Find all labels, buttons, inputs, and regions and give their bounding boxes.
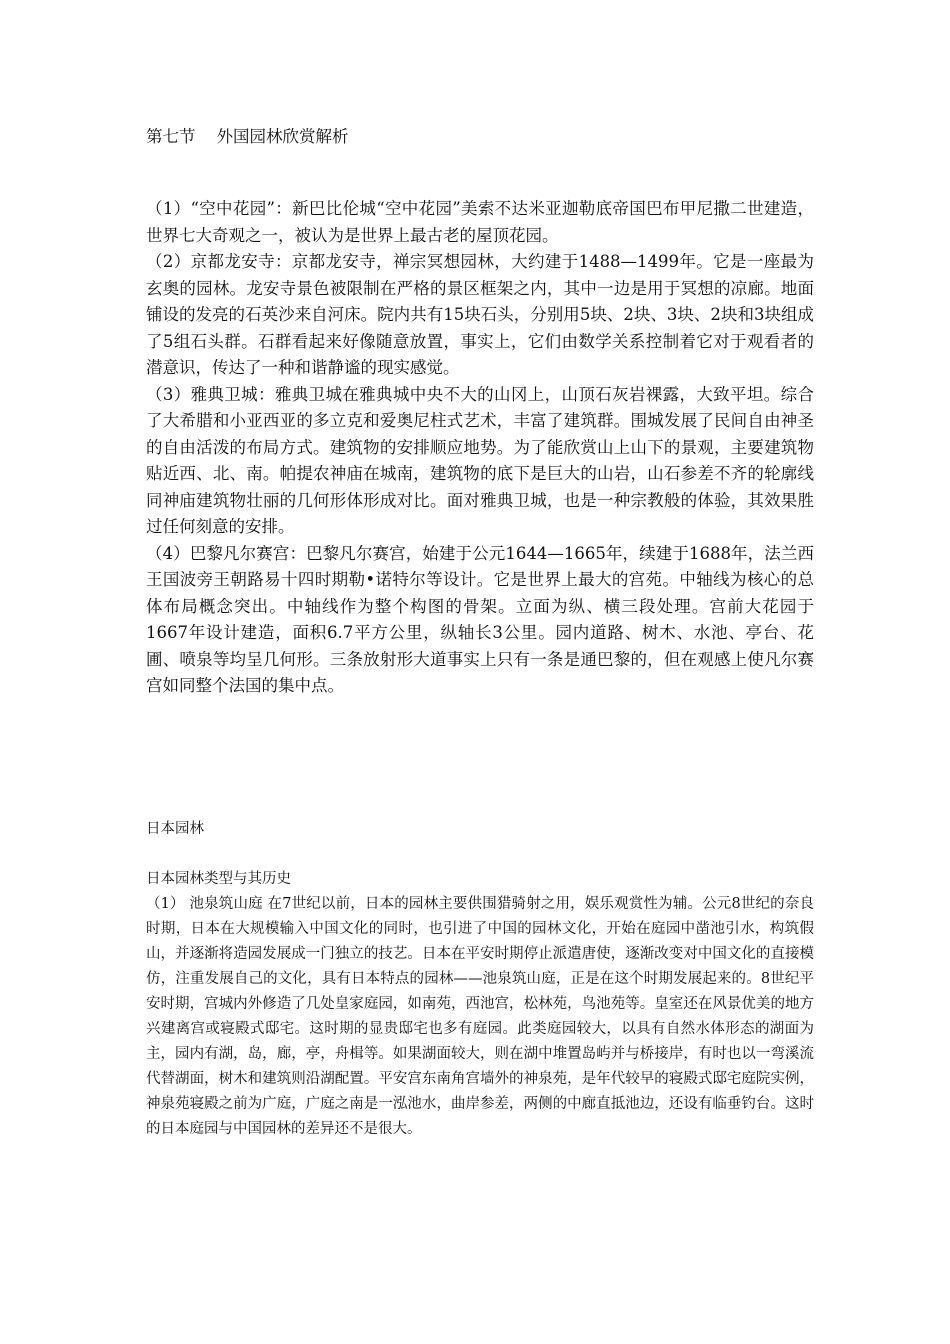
japan-garden-subheading: 日本园林类型与其历史 — [146, 871, 291, 887]
paragraph-pond-garden: （1） 池泉筑山庭 在7世纪以前，日本的园林主要供围猎骑射之用，娱乐观赏性为辅。公元8世纪的奈良时期，日本在大规模输入中国文化的同时，也引进了中国的园林文化，开始在庭园中凿池引水，构筑假山，并逐渐将造园发展成一门独立的技艺。日本在平安时期停止派遣唐使，逐渐改变对中国文化的直接模仿，注重发展自己的文化，具有日本特点的园林——池泉筑山庭，正是在这个时期发展起来的。8世纪平安时期，宫城内外修造了几处皇家庭园，如南苑，西池宫，松林苑，鸟池苑等。皇室还在风景优美的地方兴建离宫或寝殿式邸宅。这时期的显贵邸宅也多有庭园。此类庭园较大，以具有自然水体形态的湖面为主，园内有湖，岛，廊，亭，舟楫等。如果湖面较大，则在湖中堆置岛屿并与桥接岸，有时也以一弯溪流代替湖面，树木和建筑则沿湖配置。平安宫东南角宫墙外的神泉苑，是年代较早的寝殿式邸宅庭院实例，神泉苑寝殿之前为广庭，广庭之南是一泓池水，曲岸参差，两侧的中廊直抵池边，还设有临垂钓台。这时的日本庭园与中国园林的差异还不是很大。 — [146, 896, 814, 1137]
paragraph-hanging-gardens: （1）“空中花园”：新巴比伦城“空中花园”美索不达米亚迦勒底帝国巴布甲尼撒二世建造，世界七大奇观之一，被认为是世界上最古老的屋顶花园。 — [146, 199, 814, 245]
part1-body — [146, 196, 814, 700]
paragraph-versailles: （4）巴黎凡尔赛宫：巴黎凡尔赛宫，始建于公元1644—1665年，续建于1688年，法兰西王国波旁王朝路易十四时期勒•诺特尔等设计。它是世界上最大的宫苑。中轴线为核心的总体布局概念突出。中轴线作为整个构图的骨架。立面为纵、横三段处理。宫前大花园于1667年设计建造，面积6.7平方公里，纵轴长3公里。园内道路、树木、水池、亭台、花圃、喷泉等均呈几何形。三条放射形大道事实上只有一条是通巴黎的，但在观感上使凡尔赛宫如同整个法国的集中点。 — [146, 543, 814, 695]
part2-body — [146, 892, 814, 1142]
section-title: 第七节 外国园林欣赏解析 — [146, 127, 349, 146]
paragraph-acropolis: （3）雅典卫城：雅典卫城在雅典城中央不大的山冈上，山顶石灰岩裸露，大致平坦。综合了大希腊和小亚西亚的多立克和爱奥尼柱式艺术，丰富了建筑群。围城发展了民间自由神圣的自由活泼的布局方式。建筑物的安排顺应地势。为了能欣赏山上山下的景观，主要建筑物贴近西、北、南。帕提农神庙在城南，建筑物的底下是巨大的山岩，山石参差不齐的轮廓线同神庙建筑物壮丽的几何形体形成对比。面对雅典卫城，也是一种宗教般的体验，其效果胜过任何刻意的安排。 — [146, 384, 814, 536]
paragraph-ryoanji: （2）京都龙安寺：京都龙安寺，禅宗冥想园林，大约建于1488—1499年。它是一座最为玄奥的园林。龙安寺景色被限制在严格的景区框架之内，其中一边是用于冥想的凉廊。地面铺设的发亮的石英沙来自河床。院内共有15块石头，分别用5块、2块、3块、2块和3块组成了5组石头群。石群看起来好像随意放置，事实上，它们由数学关系控制着它对于观看者的潜意识，传达了一种和谐静谧的现实感觉。 — [146, 252, 814, 377]
japan-garden-heading: 日本园林 — [146, 821, 204, 837]
